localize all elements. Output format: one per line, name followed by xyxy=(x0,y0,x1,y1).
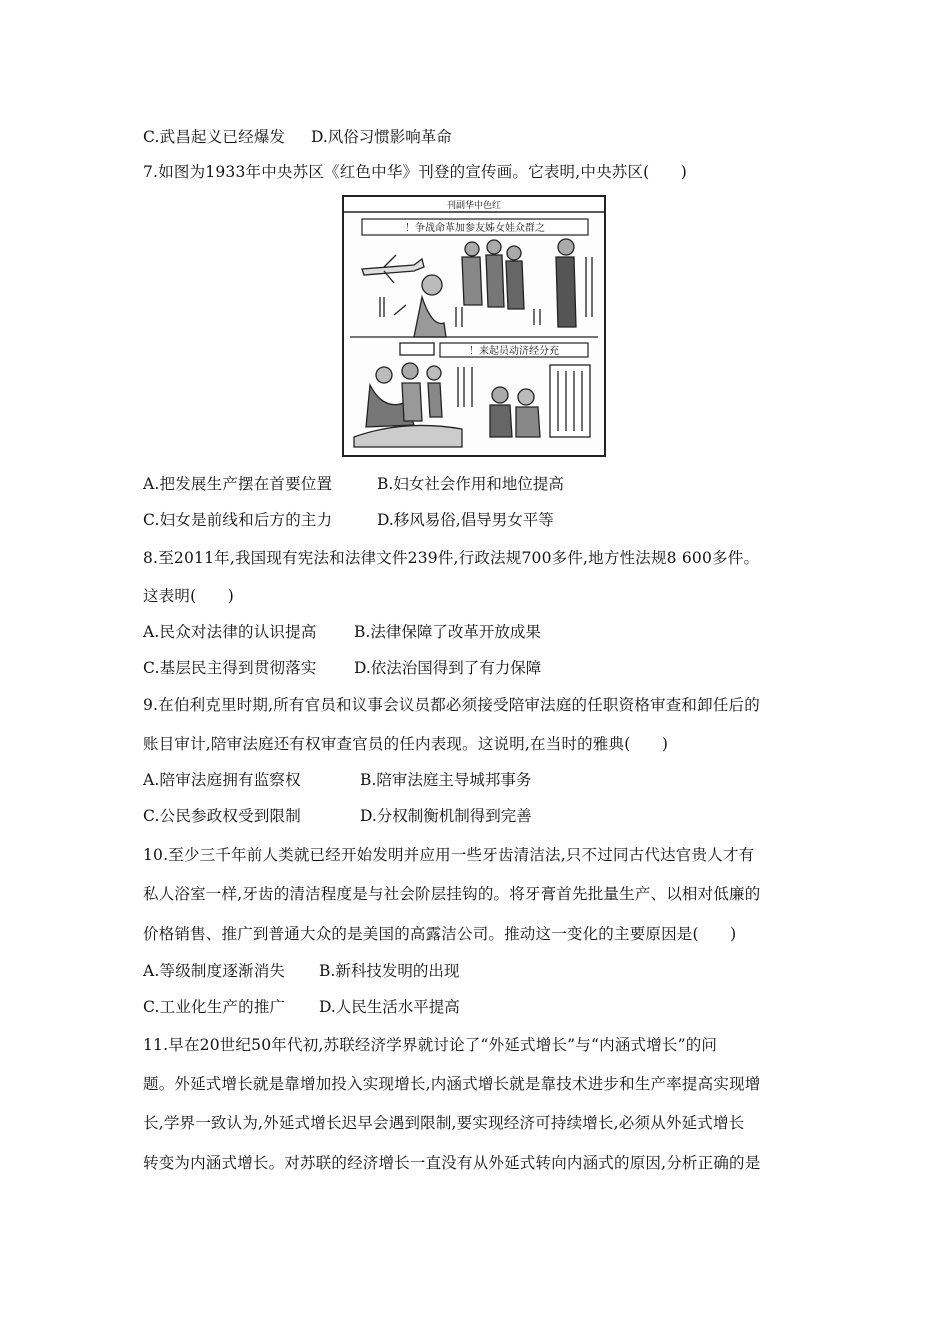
poster-masthead: 刊副华中色红 xyxy=(446,201,502,211)
propaganda-poster-image xyxy=(342,195,606,457)
q8-stem-line1: 8.至2011年,我国现有宪法和法律文件239件,行政法规700多件,地方性法规8 600多件。 xyxy=(143,549,760,567)
q10-option-b: B.新科技发明的出现 xyxy=(319,962,460,980)
q7-stem: 7.如图为1933年中央苏区《红色中华》刊登的宣传画。它表明,中央苏区( ) xyxy=(143,163,688,181)
q10-stem-line1: 10.至少三千年前人类就已经开始发明并应用一些牙齿清洁法,只不过同古代达官贵人才有 xyxy=(143,846,755,864)
poster-banner-bottom: ！来起员动济经分充 xyxy=(469,346,559,357)
q8-option-d: D.依法治国得到了有力保障 xyxy=(354,659,542,677)
q9-stem-line2: 账目审计,陪审法庭还有权审查官员的任内表现。这说明,在当时的雅典( ) xyxy=(143,735,669,753)
q10-option-c: C.工业化生产的推广 xyxy=(143,998,286,1016)
q11-stem-line3: 长,学界一致认为,外延式增长迟早会遇到限制,要实现经济可持续增长,必须从外延式增长 xyxy=(143,1114,745,1132)
q9-stem-line1: 9.在伯利克里时期,所有官员和议事会议员都必须接受陪审法庭的任职资格审查和卸任后的 xyxy=(143,696,760,714)
q6-option-d: D.风俗习惯影响革命 xyxy=(311,128,452,146)
q9-option-c: C.公民参政权受到限制 xyxy=(143,807,301,825)
poster-banner-top: ！争战命革加参友姊女娃众群之 xyxy=(405,223,545,234)
q9-option-d: D.分权制衡机制得到完善 xyxy=(360,807,532,825)
q10-stem-line3: 价格销售、推广到普通大众的是美国的高露洁公司。推动这一变化的主要原因是( ) xyxy=(143,925,737,943)
upper-panel-drawing xyxy=(362,239,592,337)
q11-stem-line2: 题。外延式增长就是靠增加投入实现增长,内涵式增长就是靠技术进步和生产率提高实现增 xyxy=(143,1075,761,1093)
q8-option-c: C.基层民主得到贯彻落实 xyxy=(143,659,317,677)
q6-option-c: C.武昌起义已经爆发 xyxy=(143,128,286,146)
q7-option-a: A.把发展生产摆在首要位置 xyxy=(143,475,333,493)
q10-option-a: A.等级制度逐渐消失 xyxy=(143,962,286,980)
q8-option-a: A.民众对法律的认识提高 xyxy=(143,623,317,641)
q9-option-a: A.陪审法庭拥有监察权 xyxy=(143,771,301,789)
q8-stem-line2: 这表明( ) xyxy=(143,587,234,605)
lower-panel-drawing xyxy=(354,343,590,447)
poster-illustration xyxy=(344,197,604,455)
q7-option-d: D.移风易俗,倡导男女平等 xyxy=(377,511,554,529)
q10-option-d: D.人民生活水平提高 xyxy=(319,998,460,1016)
q7-option-b: B.妇女社会作用和地位提高 xyxy=(377,475,564,493)
q10-stem-line2: 私人浴室一样,牙齿的清洁程度是与社会阶层挂钩的。将牙膏首先批量生产、以相对低廉的 xyxy=(143,885,761,903)
q8-option-b: B.法律保障了改革开放成果 xyxy=(354,623,541,641)
q11-stem-line1: 11.早在20世纪50年代初,苏联经济学界就讨论了“外延式增长”与“内涵式增长”的问 xyxy=(143,1036,718,1054)
q7-option-c: C.妇女是前线和后方的主力 xyxy=(143,511,333,529)
q11-stem-line4: 转变为内涵式增长。对苏联的经济增长一直没有从外延式转向内涵式的原因,分析正确的是 xyxy=(143,1154,761,1172)
q9-option-b: B.陪审法庭主导城邦事务 xyxy=(360,771,532,789)
